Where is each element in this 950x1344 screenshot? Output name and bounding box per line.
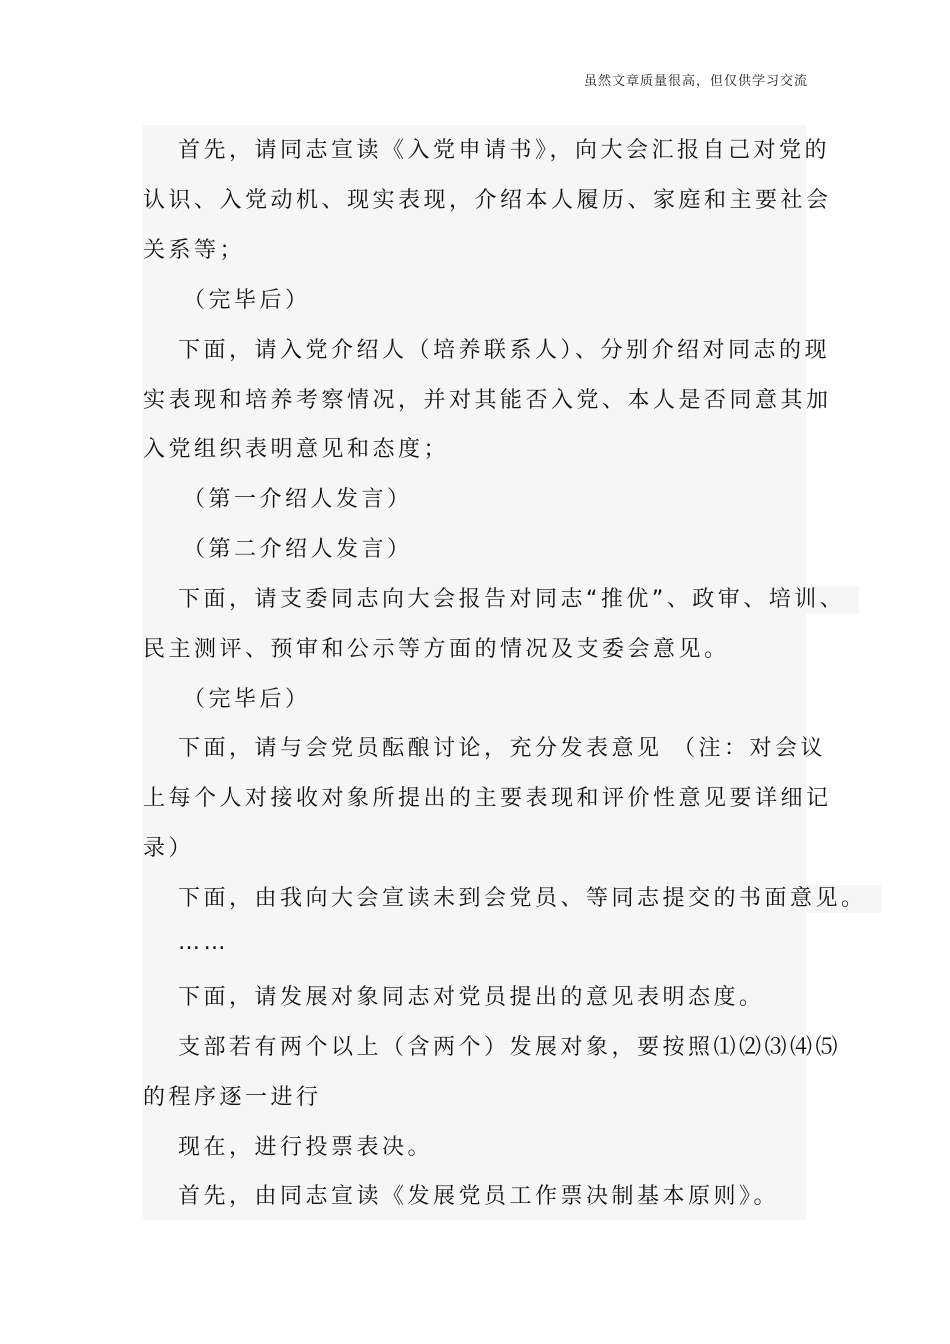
paragraph-line: 的程序逐一进行 <box>143 1085 322 1110</box>
header-note: 虽然文章质量很高，但仅供学习交流 <box>583 74 808 89</box>
paragraph-line: 首先，请同志宣读《入党申请书》，向大会汇报自己对党的 <box>178 138 831 163</box>
paragraph-line: 认识、入党动机、现实表现，介绍本人履历、家庭和主要社会 <box>143 188 832 213</box>
paragraph-line: （第二介绍人发言） <box>183 537 413 562</box>
paragraph-line: 下面，请发展对象同志对党员提出的意见表明态度。 <box>178 985 765 1010</box>
paragraph-line: 下面，由我向大会宣读未到会党员、等同志提交的书面意见。 <box>178 885 881 913</box>
paragraph-line: （完毕后） <box>183 288 311 313</box>
paragraph-line: 下面，请入党介绍人（培养联系人）、分别介绍对同志的现 <box>178 338 831 363</box>
paragraph-line: 实表现和培养考察情况，并对其能否入党、本人是否同意其加 <box>143 388 832 413</box>
paragraph-line: （第一介绍人发言） <box>183 487 413 512</box>
paragraph-line: …… <box>178 930 229 955</box>
paragraph-line: 民主测评、预审和公示等方面的情况及支委会意见。 <box>143 637 730 662</box>
paragraph-line: 上每个人对接收对象所提出的主要表现和评价性意见要详细记 <box>143 786 832 811</box>
paragraph-line: 入党组织表明意见和态度； <box>143 437 450 462</box>
paragraph-line: 支部若有两个以上（含两个）发展对象，要按照⑴⑵⑶⑷⑸ <box>178 1035 842 1060</box>
paragraph-line: 下面，请与会党员酝酿讨论，充分发表意见 （注：对会议 <box>178 736 826 761</box>
paragraph-line: 录） <box>143 836 195 861</box>
paragraph-line: 现在，进行投票表决。 <box>178 1135 434 1160</box>
document-body <box>143 125 867 1220</box>
paragraph-line: 下面，请支委同志向大会报告对同志“推优”、政审、培训、 <box>178 586 859 614</box>
paragraph-line: 首先，由同志宣读《发展党员工作票决制基本原则》。 <box>178 1184 780 1209</box>
paragraph-line: 关系等； <box>143 238 246 263</box>
paragraph-line: （完毕后） <box>183 687 311 712</box>
